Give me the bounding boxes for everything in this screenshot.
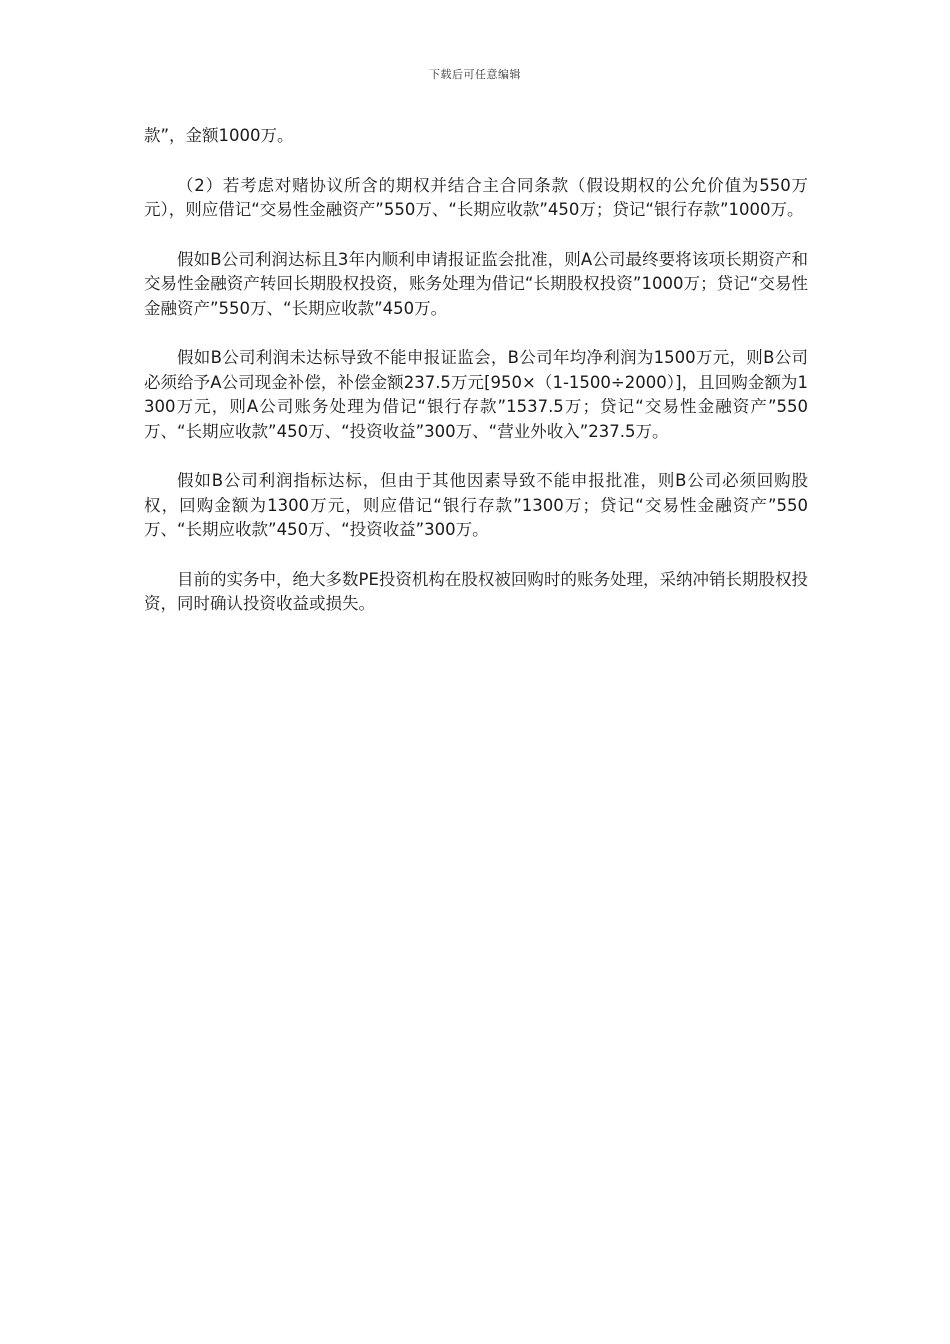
paragraph-profit-not-met: 假如B公司利润未达标导致不能申报证监会，B公司年均净利润为1500万元，则B公司必须给予A公司现金补偿，补偿金额237.5万元[950×（1-1500÷2000）]，且回购金额为1300万元，则A公司账务处理为借记“银行存款”1537.5万；贷记“交易性金融资产”550万、“长期应收款”450万、“投资收益”300万、“营业外收入”237.5万。 [144, 348, 808, 441]
page-header: 下载后可任意编辑 [429, 68, 521, 81]
paragraph-continuation: 款”，金额1000万。 [144, 126, 294, 145]
document-body [144, 124, 808, 642]
paragraph-practice-note: 目前的实务中，绝大多数PE投资机构在股权被回购时的账务处理，采纳冲销长期股权投资，同时确认投资收益或损失。 [144, 569, 808, 613]
paragraph-profit-met-approved: 假如B公司利润达标且3年内顺利申请报证监会批准，则A公司最终要将该项长期资产和交易性金融资产转回长期股权投资，账务处理为借记“长期股权投资”1000万；贷记“交易性金融资产”550万、“长期应收款”450万。 [144, 249, 808, 318]
paragraph-profit-met-not-approved: 假如B公司利润指标达标，但由于其他因素导致不能申报批准，则B公司必须回购股权，回购金额为1300万元，则应借记“银行存款”1300万；贷记“交易性金融资产”550万、“长期应收款”450万、“投资收益”300万。 [144, 471, 808, 539]
paragraph-option-accounting: （2）若考虑对赌协议所含的期权并结合主合同条款（假设期权的公允价值为550万元），则应借记“交易性金融资产”550万、“长期应收款”450万；贷记“银行存款”1000万。 [144, 175, 808, 219]
